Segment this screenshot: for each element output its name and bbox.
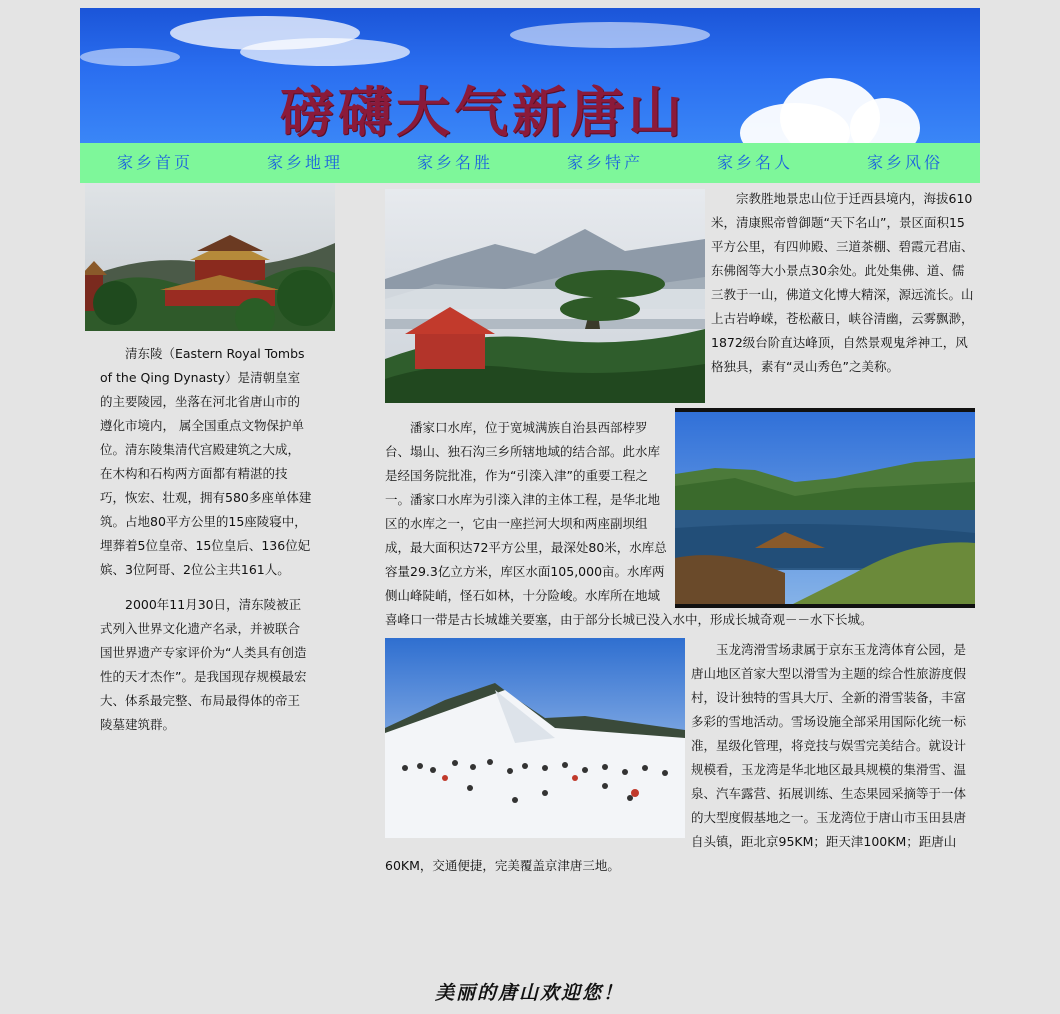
yulongwan-ski-text: 玉龙湾滑雪场隶属于京东玉龙湾体育公园，是唐山地区首家大型以滑雪为主题的综合性旅游度假村，设计独特的雪具大厅、全新的滑雪装备，丰富多彩的雪地活动。雪场设施全部采用国际化统一标准，星级化管理，将竞技与娱雪完美结合。就设计规模看，玉龙湾是华北地区最具规模的集滑雪、温泉、汽车露营、拓展训练、生态果园采摘等于一体的大型度假基地之一。玉龙湾位于唐山市玉田县唐自头镇，距北京95KM；距天津100KM；距唐山60KM，交通便捷，完美覆盖京津唐三地。 bbox=[385, 642, 967, 873]
main-content bbox=[80, 183, 980, 1014]
jingzhong-mountain-photo bbox=[385, 189, 705, 403]
nav-item-specialties[interactable]: 家乡特产 bbox=[566, 153, 643, 172]
qing-tombs-text-2: 2000年11月30日，清东陵被正式列入世界文化遗产名录，并被联合国世界遗产专家评价为“人类具有创造性的天才杰作”。是我国现存规模最宏大、体系最完整、布局最得体的帝王陵墓建筑群。 bbox=[100, 597, 307, 732]
nav-item-celebrities[interactable]: 家乡名人 bbox=[716, 153, 793, 172]
section-jingzhong-mountain bbox=[385, 183, 975, 403]
section-yulongwan-ski bbox=[385, 638, 975, 878]
section-panjiakou-reservoir bbox=[385, 416, 975, 632]
qing-tombs-text-1: 清东陵（Eastern Royal Tombs of the Qing Dynasty）是清朝皇室的主要陵园，坐落在河北省唐山市的遵化市境内， 属全国重点文物保护单位。清东陵集清代宫殿建筑之大成，在木构和石构两方面都有精湛的技巧，恢宏、壮观，拥有580多座单体建筑。占地80平方公里的15座陵寝中，埋葬着5位皇帝、15位皇后、136位妃嫔、3位阿哥、2位公主共161人。 bbox=[100, 346, 312, 577]
qing-tombs-photo bbox=[85, 183, 335, 331]
main-nav bbox=[80, 143, 980, 183]
right-column bbox=[385, 183, 975, 878]
welcome-signature: 美丽的唐山欢迎您！ bbox=[435, 982, 625, 1004]
left-column bbox=[80, 183, 380, 737]
nav-item-geography[interactable]: 家乡地理 bbox=[266, 153, 343, 172]
yulongwan-ski-photo bbox=[385, 638, 685, 838]
panjiakou-reservoir-text: 潘家口水库，位于宽城满族自治县西部桲罗台、塌山、独石沟三乡所辖地域的结合部。此水库是经国务院批准，作为“引滦入津”的重要工程之一。潘家口水库为引滦入津的主体工程，是华北地区的水库之一，它由一座拦河大坝和两座副坝组成，最大面积达72平方公里，最深处80米，水库总容量29.3亿立方米，库区水面105,000亩。水库两侧山峰陡峭，怪石如林，十分险峻。水库所在地域喜峰口一带是古长城雄关要塞，由于部分长城已没入水中，形成长城奇观－－水下长城。 bbox=[385, 420, 873, 627]
header-banner bbox=[80, 8, 980, 143]
site-title: 磅礴大气新唐山 bbox=[280, 80, 686, 143]
nav-item-customs[interactable]: 家乡风俗 bbox=[866, 153, 943, 172]
nav-item-home[interactable]: 家乡首页 bbox=[116, 153, 193, 172]
panjiakou-reservoir-photo bbox=[675, 408, 975, 608]
page-header bbox=[80, 8, 980, 183]
nav-item-attractions[interactable]: 家乡名胜 bbox=[416, 153, 493, 172]
jingzhong-mountain-text: 宗教胜地景忠山位于迁西县境内，海拔610米，清康熙帝曾御题“天下名山”，景区面积15平方公里，有四帅殿、三道茶棚、碧霞元君庙、东佛阁等大小景点30余处。此处集佛、道、儒三教于一山，佛道文化博大精深，源远流长。山上古岩峥嵘，苍松蔽日，峡谷清幽，云雾飘渺，1872级台阶直达峰顶，自然景观鬼斧神工，风格独具，素有“灵山秀色”之美称。 bbox=[711, 191, 974, 374]
